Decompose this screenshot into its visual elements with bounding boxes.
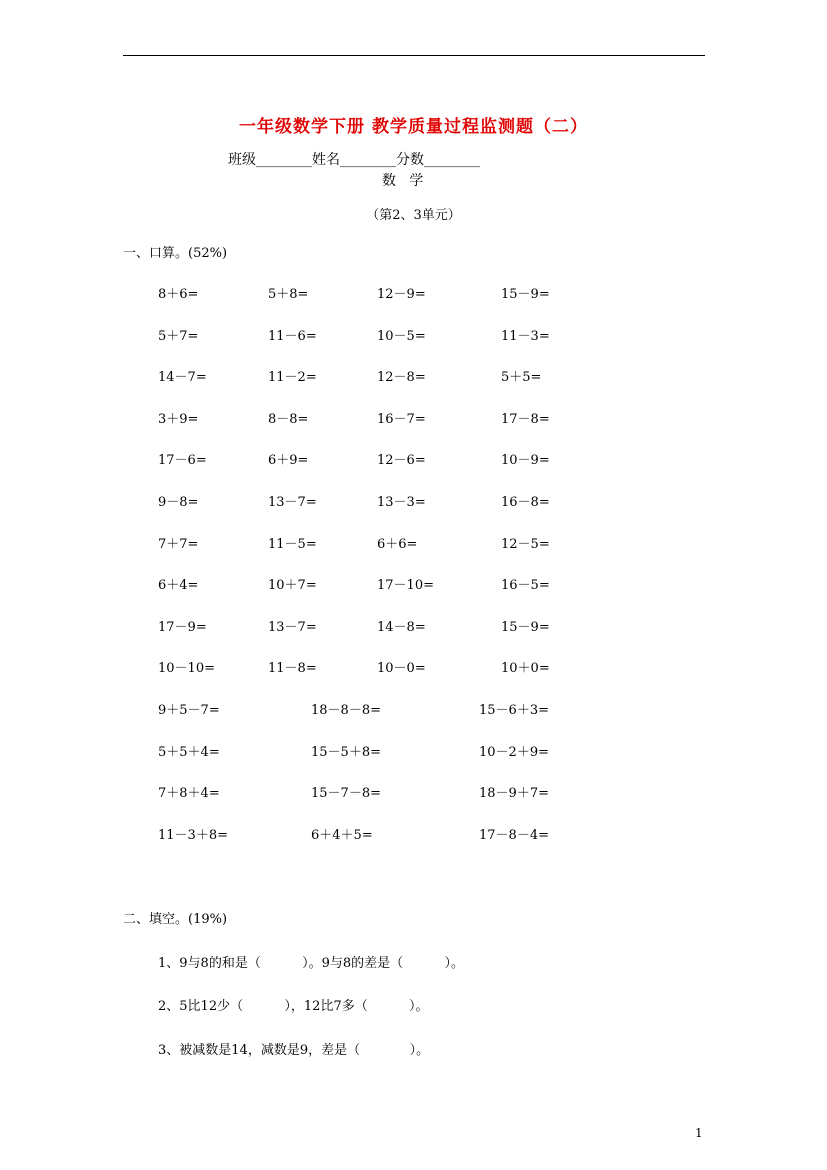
math-problem: 17－6= <box>158 453 207 469</box>
math-problem: 18－8－8= <box>311 703 381 718</box>
page-title: 一年级数学下册 教学质量过程监测题（二） <box>239 117 588 137</box>
math-problem: 10－2＋9= <box>479 744 549 760</box>
math-problem: 11－5= <box>268 536 317 552</box>
math-problem: 8＋6= <box>158 287 199 302</box>
math-problem: 12－5= <box>501 536 550 552</box>
math-problem: 15－5＋8= <box>311 744 381 760</box>
math-problem: 5＋5= <box>501 370 542 386</box>
math-problem: 14－7= <box>158 370 207 386</box>
math-problem: 5＋5＋4= <box>158 744 220 760</box>
math-problem: 5＋7= <box>158 328 199 344</box>
math-problem: 17－9= <box>158 619 207 635</box>
math-problem: 10＋7= <box>268 578 317 594</box>
fill-item: 3、被减数是14，减数是9，差是（ ）。 <box>158 1043 430 1058</box>
math-problem: 18－9＋7= <box>479 786 549 802</box>
math-problem: 12－6= <box>377 453 426 469</box>
math-problem: 6＋4＋5= <box>311 827 373 843</box>
math-problem: 13－3= <box>377 495 426 510</box>
math-problem: 16－7= <box>377 411 426 427</box>
math-problem: 12－9= <box>377 287 426 302</box>
header-rule <box>123 55 705 56</box>
math-problem: 6＋4= <box>158 578 199 594</box>
math-problem: 6＋6= <box>377 536 418 552</box>
math-problem: 10－0= <box>377 661 426 677</box>
math-problem: 17－8= <box>501 411 550 427</box>
math-problem: 16－8= <box>501 495 550 510</box>
math-problem: 7＋8＋4= <box>158 786 220 802</box>
math-problem: 15－7－8= <box>311 786 381 802</box>
math-problem: 10＋0= <box>501 661 550 677</box>
math-problem: 7＋7= <box>158 536 199 552</box>
fill-item: 2、5比12少（ ），12比7多（ ）。 <box>158 999 429 1014</box>
student-info-line: 班级________姓名________分数________ <box>228 152 480 168</box>
section2-heading: 二、填空。(19%) <box>123 912 228 927</box>
math-problem: 11－3= <box>501 328 550 344</box>
math-problem: 15－9= <box>501 287 550 302</box>
math-problem: 8－8= <box>268 411 309 427</box>
math-problem: 9＋5－7= <box>158 703 220 718</box>
math-problem: 10－9= <box>501 453 550 469</box>
math-problem: 5＋8= <box>268 287 309 302</box>
section1-heading: 一、口算。(52%) <box>123 246 228 261</box>
page-number: 1 <box>695 1126 703 1140</box>
math-problem: 12－8= <box>377 370 426 386</box>
math-problem: 11－3＋8= <box>158 827 228 843</box>
math-problem: 10－5= <box>377 328 426 344</box>
math-problem: 17－8－4= <box>479 827 549 843</box>
math-problem: 11－8= <box>268 661 317 677</box>
math-problem: 15－9= <box>501 619 550 635</box>
math-problem: 6＋9= <box>268 453 309 469</box>
units-label: （第2、3单元） <box>366 208 461 223</box>
subject-label: 数 学 <box>382 173 424 189</box>
math-problem: 17－10= <box>377 578 434 594</box>
math-problem: 11－6= <box>268 328 317 344</box>
math-problem: 13－7= <box>268 495 317 510</box>
math-problem: 14－8= <box>377 619 426 635</box>
math-problem: 15－6＋3= <box>479 703 549 718</box>
math-problem: 16－5= <box>501 578 550 594</box>
math-problem: 3＋9= <box>158 411 199 427</box>
math-problem: 9－8= <box>158 495 199 510</box>
fill-item: 1、9与8的和是（ ）。9与8的差是（ ）。 <box>158 956 465 971</box>
math-problem: 11－2= <box>268 370 317 386</box>
math-problem: 13－7= <box>268 619 317 635</box>
math-problem: 10－10= <box>158 661 215 677</box>
